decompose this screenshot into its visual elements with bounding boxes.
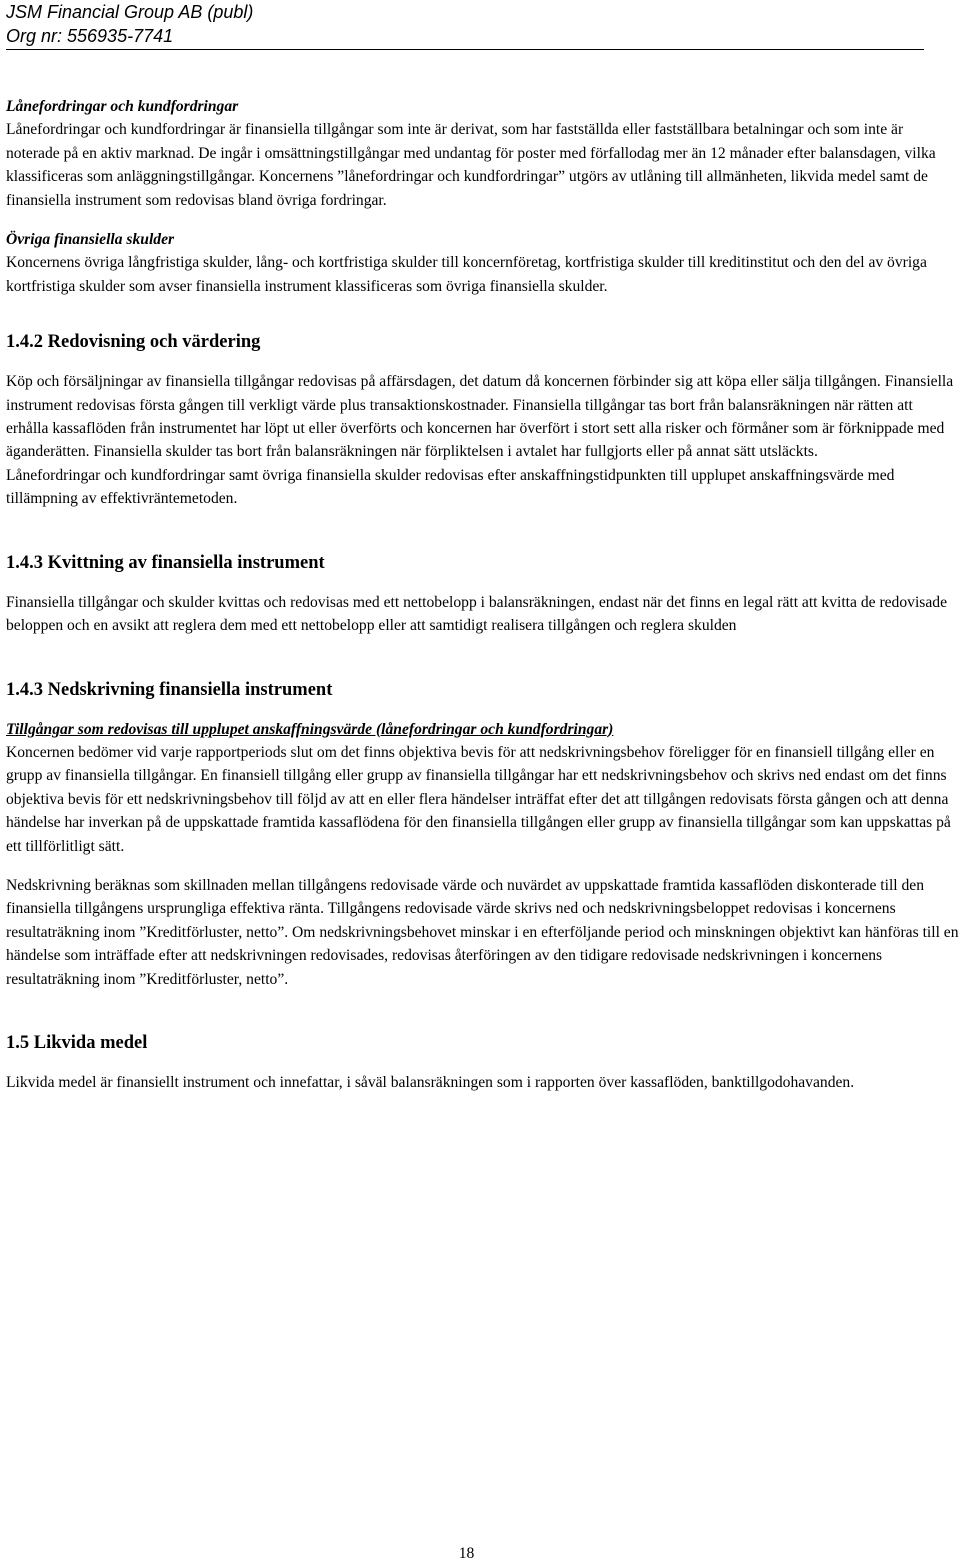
paragraph-nedskrivning-2: Nedskrivning beräknas som skillnaden mellan tillgångens redovisade värde och nuvärdet av uppskattade framtida kassaflöden diskonterade till den finansiella tillgångens ursprungliga effektiva ränta. Tillgångens redovisade värde skrivs ned och nedskrivningsbeloppet redovisas i koncernens resultaträkning inom ”Kreditförluster, netto”. Om nedskrivningsbehovet minskar i en efterföljande period och minskningen objektivt kan hänföras till en händelse som inträffade efter att nedskrivningen redovisades, redovisas återföringen av den tidigare redovisade nedskrivningen i koncernens resultaträkning inom ”Kreditförluster, netto”. bbox=[6, 876, 959, 988]
org-number: Org nr: 556935-7741 bbox=[6, 26, 174, 46]
heading-nedskrivning: 1.4.3 Nedskrivning finansiella instrument bbox=[6, 679, 333, 700]
header-rule bbox=[6, 49, 924, 50]
subheading-nedskrivning: Tillgångar som redovisas till upplupet anskaffningsvärde (lånefordringar och kundfordringar) bbox=[6, 720, 614, 738]
heading-redovisning: 1.4.2 Redovisning och värdering bbox=[6, 332, 261, 353]
paragraph-redovisning-1: Köp och försäljningar av finansiella tillgångar redovisas på affärsdagen, det datum då koncernen förbinder sig att köpa eller sälja tillgången. Finansiella instrument redovisas första gången till verkligt värde plus transaktionskostnader. Finansiella tillgångar tas bort från balansräkningen när rätten att erhålla kassaflöden från instrumentet har löpt ut eller överförts och koncernen har överfört i stort sett alla risker och förmåner som är förknippade med äganderätten. Finansiella skulder tas bort från balansräkningen när förpliktelsen i avtalet har fullgjorts eller på annat sätt utsläckts. bbox=[6, 373, 954, 461]
paragraph-lanefordringar: Lånefordringar och kundfordringar är finansiella tillgångar som inte är derivat, som har fastställda eller fastställbara betalningar och som inte är noterade på en aktiv marknad. De ingår i omsättningstillgångar med undantag för poster med förfallodag mer än 12 månader efter balansdagen, vilka klassificeras som anläggningstillgångar. Koncernens ”lånefordringar och kundfordringar” utgörs av utlåning till allmänheten, likvida medel samt de finansiella instrument som redovisas bland övriga fordringar. bbox=[6, 121, 936, 209]
company-name: JSM Financial Group AB (publ) bbox=[6, 2, 254, 22]
page-header bbox=[6, 0, 926, 50]
heading-ovriga-skulder: Övriga finansiella skulder bbox=[6, 231, 175, 249]
paragraph-ovriga-skulder: Koncernens övriga långfristiga skulder, lång- och kortfristiga skulder till koncernföretag, kortfristiga skulder till kreditinstitut och den del av övriga kortfristiga skulder som avser finansiella instrument klassificeras som övriga finansiella skulder. bbox=[6, 254, 927, 295]
heading-likvida-medel: 1.5 Likvida medel bbox=[6, 1032, 148, 1053]
paragraph-kvittning: Finansiella tillgångar och skulder kvittas och redovisas med ett nettobelopp i balansräkningen, endast när det finns en legal rätt att kvitta de redovisade beloppen och en avsikt att reglera dem med ett nettobelopp eller att samtidigt realisera tillgången och reglera skulden bbox=[6, 593, 947, 635]
paragraph-redovisning-2: Lånefordringar och kundfordringar samt övriga finansiella skulder redovisas efter anskaffningstidpunkten till upplupet anskaffningsvärde med tillämpning av effektivräntemetoden. bbox=[6, 466, 895, 508]
page-number: 18 bbox=[458, 1545, 475, 1562]
document-body bbox=[6, 95, 959, 1094]
paragraph-nedskrivning-1: Koncernen bedömer vid varje rapportperiods slut om det finns objektiva bevis för att nedskrivningsbehov föreligger för en finansiell tillgång eller en grupp av finansiella tillgångar. En finansiell tillgång eller grupp av finansiella tillgångar har ett nedskrivningsbehov och skrivs ned endast om det finns objektiva bevis för ett nedskrivningsbehov till följd av att en eller flera händelser inträffat efter det att tillgången redovisats första gången och att denna händelse har inverkan på de uppskattade framtida kassaflödena för den finansiella tillgången eller grupp av finansiella tillgångar som kan uppskattas på ett tillförlitligt sätt. bbox=[6, 743, 951, 855]
heading-kvittning: 1.4.3 Kvittning av finansiella instrument bbox=[6, 552, 325, 573]
paragraph-likvida-medel: Likvida medel är finansiellt instrument och innefattar, i såväl balansräkningen som i rapporten över kassaflöden, banktillgodohavanden. bbox=[6, 1073, 855, 1091]
heading-lanefordringar: Lånefordringar och kundfordringar bbox=[6, 98, 239, 115]
